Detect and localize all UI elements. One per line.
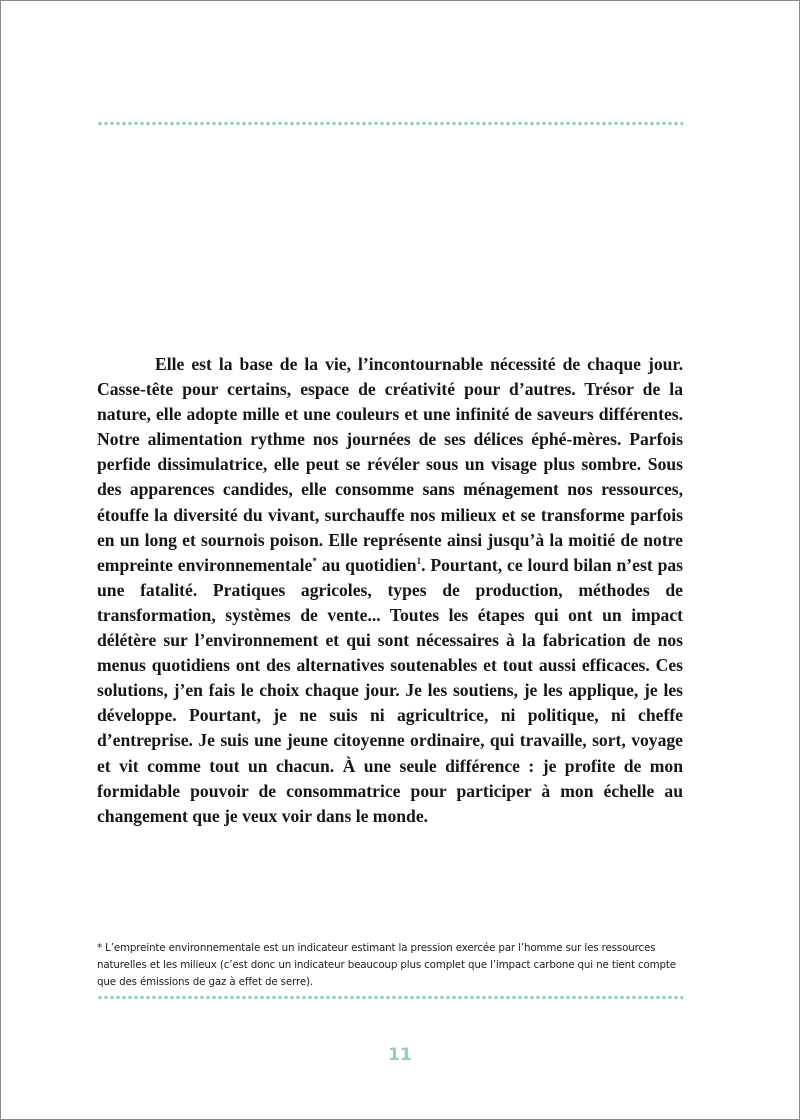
footnote-number-marker: 1 [416, 555, 422, 566]
body-text-part-3: . Pourtant, ce lourd bilan n’est pas une fatalité. Pratiques agricoles, types de production, méthodes de transformation, systèmes de vente... Toutes les étapes qui ont un impact délétère sur l’environnement et qui sont nécessaires à la fabrication de nos menus quotidiens ont des alternatives soutenables et tout aussi efficaces. Ces solutions, j’en fais le choix chaque jour. Je les soutiens, je les applique, je les développe. Pourtant, je ne suis ni agricultrice, ni politique, ni cheffe d’entreprise. Je suis une jeune citoyenne ordinaire, qui travaille, sort, voyage et vit comme tout un chacun. À une seule différence : je profite de mon formidable pouvoir de consommatrice pour participer à mon échelle au changement que je veux voir dans le monde. [97, 554, 683, 826]
asterisk-note-marker: * [312, 555, 317, 566]
footnote: * L’empreinte environnementale est un indicateur estimant la pression exercée par l’homme sur les ressources naturelles et les milieux (c’est donc un indicateur beaucoup plus complet que l’impact carbone qui ne tient compte que des émissions de gaz à effet de serre). [97, 942, 676, 988]
body-text-part-2: au quotidien [316, 554, 417, 575]
body-paragraph [97, 352, 683, 829]
body-text-part-1: Elle est la base de la vie, l’incontournable nécessité de chaque jour. Casse-tête pour certains, espace de créativité pour d’autres. Trésor de la nature, elle adopte mille et une couleurs et une infinité de saveurs différentes. Notre alimentation rythme nos journées de ses délices éphé-mères. Parfois perfide dissimulatrice, elle peut se révéler sous un visage plus sombre. Sous des apparences candides, elle consomme sans ménagement nos ressources, étouffe la diversité du vivant, surchauffe nos milieux et se transforme parfois en un long et sournois poison. Elle représente ainsi jusqu’à la moitié de notre empreinte environnementale [97, 354, 683, 575]
page-number: 11 [388, 1045, 412, 1065]
top-dotted-rule [97, 121, 683, 126]
bottom-dotted-rule [97, 995, 683, 1000]
